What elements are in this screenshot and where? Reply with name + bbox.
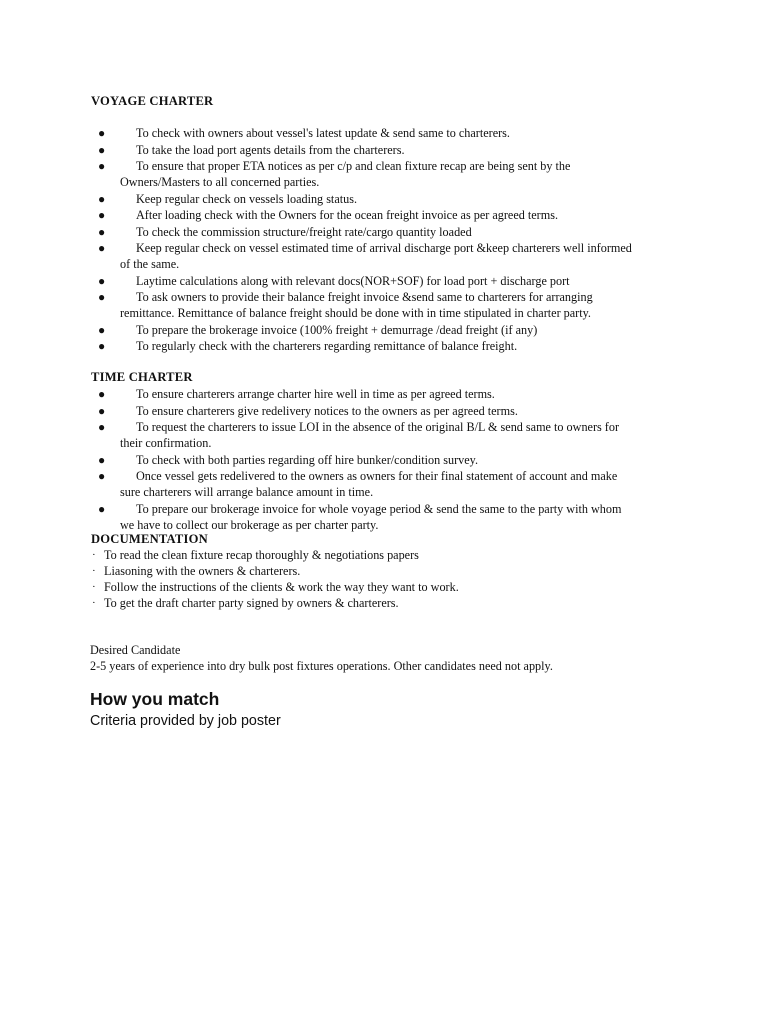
bullet-icon: ●	[98, 501, 106, 516]
voyage-charter-item-continuation: of the same.	[120, 257, 180, 271]
desired-candidate-text: 2-5 years of experience into dry bulk post fixtures operations. Other candidates need not apply.	[90, 659, 553, 673]
voyage-charter-item	[98, 338, 688, 354]
voyage-charter-item-line: Keep regular check on vessel estimated time of arrival discharge port &keep charterers well informed	[136, 241, 632, 255]
middot-icon: ·	[92, 565, 96, 577]
voyage-charter-item-text	[120, 289, 688, 321]
voyage-charter-item-continuation: remittance. Remittance of balance freight should be done with in time stipulated in charter party.	[120, 306, 591, 320]
documentation-item-text: To read the clean fixture recap thoroughly & negotiations papers	[104, 548, 419, 562]
voyage-charter-item-text: To take the load port agents details from the charterers.	[136, 142, 405, 157]
middot-icon: ·	[92, 597, 96, 609]
voyage-charter-item	[98, 125, 688, 141]
bullet-icon: ●	[98, 159, 106, 173]
voyage-charter-item-text: After loading check with the Owners for the ocean freight invoice as per agreed terms.	[136, 208, 558, 222]
bullet-icon: ●	[98, 387, 106, 401]
voyage-charter-list	[98, 125, 688, 355]
bullet-icon: ●	[98, 208, 106, 222]
voyage-charter-item-continuation: Owners/Masters to all concerned parties.	[120, 175, 320, 189]
time-charter-item-text	[120, 419, 688, 451]
time-charter-item-text: To ensure charterers arrange charter hire well in time as per agreed terms.	[136, 387, 495, 401]
bullet-icon: ●	[98, 469, 106, 483]
voyage-charter-item-text: Laytime calculations along with relevant docs(NOR+SOF) for load port + discharge port	[136, 273, 570, 288]
bullet-icon: ●	[98, 403, 106, 418]
how-you-match-subtitle: Criteria provided by job poster	[90, 713, 281, 729]
voyage-charter-item-text	[120, 158, 688, 190]
time-charter-item	[98, 501, 688, 533]
middot-icon: ·	[92, 581, 96, 593]
time-charter-item-line: To request the charterers to issue LOI in the absence of the original B/L & send same to owners for	[136, 420, 619, 434]
time-charter-item-line: To prepare our brokerage invoice for whole voyage period & send the same to the party with whom	[136, 501, 622, 516]
voyage-charter-item	[98, 191, 688, 207]
time-charter-list	[98, 386, 688, 533]
bullet-icon: ●	[98, 420, 106, 434]
voyage-charter-item	[98, 240, 688, 272]
documentation-item	[92, 563, 592, 579]
voyage-charter-item-line: To ask owners to provide their balance freight invoice &send same to charterers for arranging	[136, 290, 593, 304]
voyage-charter-item	[98, 142, 688, 158]
voyage-charter-item	[98, 322, 688, 338]
bullet-icon: ●	[98, 142, 106, 157]
voyage-charter-item	[98, 158, 688, 190]
time-charter-item-text: To ensure charterers give redelivery notices to the owners as per agreed terms.	[136, 403, 518, 418]
time-charter-item	[98, 468, 688, 500]
time-charter-item-text: To check with both parties regarding off hire bunker/condition survey.	[136, 452, 478, 467]
voyage-charter-item	[98, 273, 688, 289]
voyage-charter-item-text: Keep regular check on vessels loading status.	[136, 191, 357, 206]
middot-icon: ·	[92, 549, 96, 561]
documentation-item	[92, 595, 592, 611]
documentation-heading: DOCUMENTATION	[91, 532, 208, 546]
desired-candidate-section	[90, 642, 553, 674]
voyage-charter-item-text: To prepare the brokerage invoice (100% freight + demurrage /dead freight (if any)	[136, 322, 538, 337]
time-charter-item	[98, 386, 688, 402]
voyage-charter-heading: VOYAGE CHARTER	[91, 94, 214, 108]
bullet-icon: ●	[98, 191, 106, 206]
voyage-charter-item	[98, 289, 688, 321]
bullet-icon: ●	[98, 290, 106, 304]
voyage-charter-item	[98, 224, 688, 240]
documentation-item-text: Follow the instructions of the clients & work the way they want to work.	[104, 580, 459, 594]
voyage-charter-item-text	[120, 240, 688, 272]
voyage-charter-item	[98, 207, 688, 223]
time-charter-item-continuation: we have to collect our brokerage as per charter party.	[120, 517, 379, 532]
bullet-icon: ●	[98, 339, 106, 353]
bullet-icon: ●	[98, 126, 106, 140]
voyage-charter-item-text: To check the commission structure/freight rate/cargo quantity loaded	[136, 224, 472, 239]
bullet-icon: ●	[98, 224, 106, 239]
time-charter-item	[98, 403, 688, 419]
bullet-icon: ●	[98, 322, 106, 337]
time-charter-item-text	[120, 501, 688, 533]
documentation-item	[92, 579, 592, 595]
desired-candidate-label: Desired Candidate	[90, 643, 181, 657]
time-charter-item	[98, 452, 688, 468]
documentation-item	[92, 547, 592, 563]
voyage-charter-item-text: To check with owners about vessel's latest update & send same to charterers.	[136, 126, 510, 140]
how-you-match-title: How you match	[90, 689, 220, 709]
time-charter-item-text	[120, 468, 688, 500]
voyage-charter-item-text: To regularly check with the charterers regarding remittance of balance freight.	[136, 339, 518, 353]
documentation-list	[92, 547, 592, 611]
documentation-item-text: To get the draft charter party signed by owners & charterers.	[104, 596, 399, 610]
time-charter-heading: TIME CHARTER	[91, 370, 193, 384]
bullet-icon: ●	[98, 452, 106, 467]
documentation-item-text: Liasoning with the owners & charterers.	[104, 564, 301, 578]
time-charter-item-line: Once vessel gets redelivered to the owners as owners for their final statement of account and make	[136, 469, 618, 483]
time-charter-item	[98, 419, 688, 451]
time-charter-item-continuation: sure charterers will arrange balance amount in time.	[120, 485, 374, 499]
bullet-icon: ●	[98, 273, 106, 288]
time-charter-item-continuation: their confirmation.	[120, 436, 212, 450]
voyage-charter-item-line: To ensure that proper ETA notices as per c/p and clean fixture recap are being sent by the	[136, 159, 571, 173]
bullet-icon: ●	[98, 241, 106, 255]
